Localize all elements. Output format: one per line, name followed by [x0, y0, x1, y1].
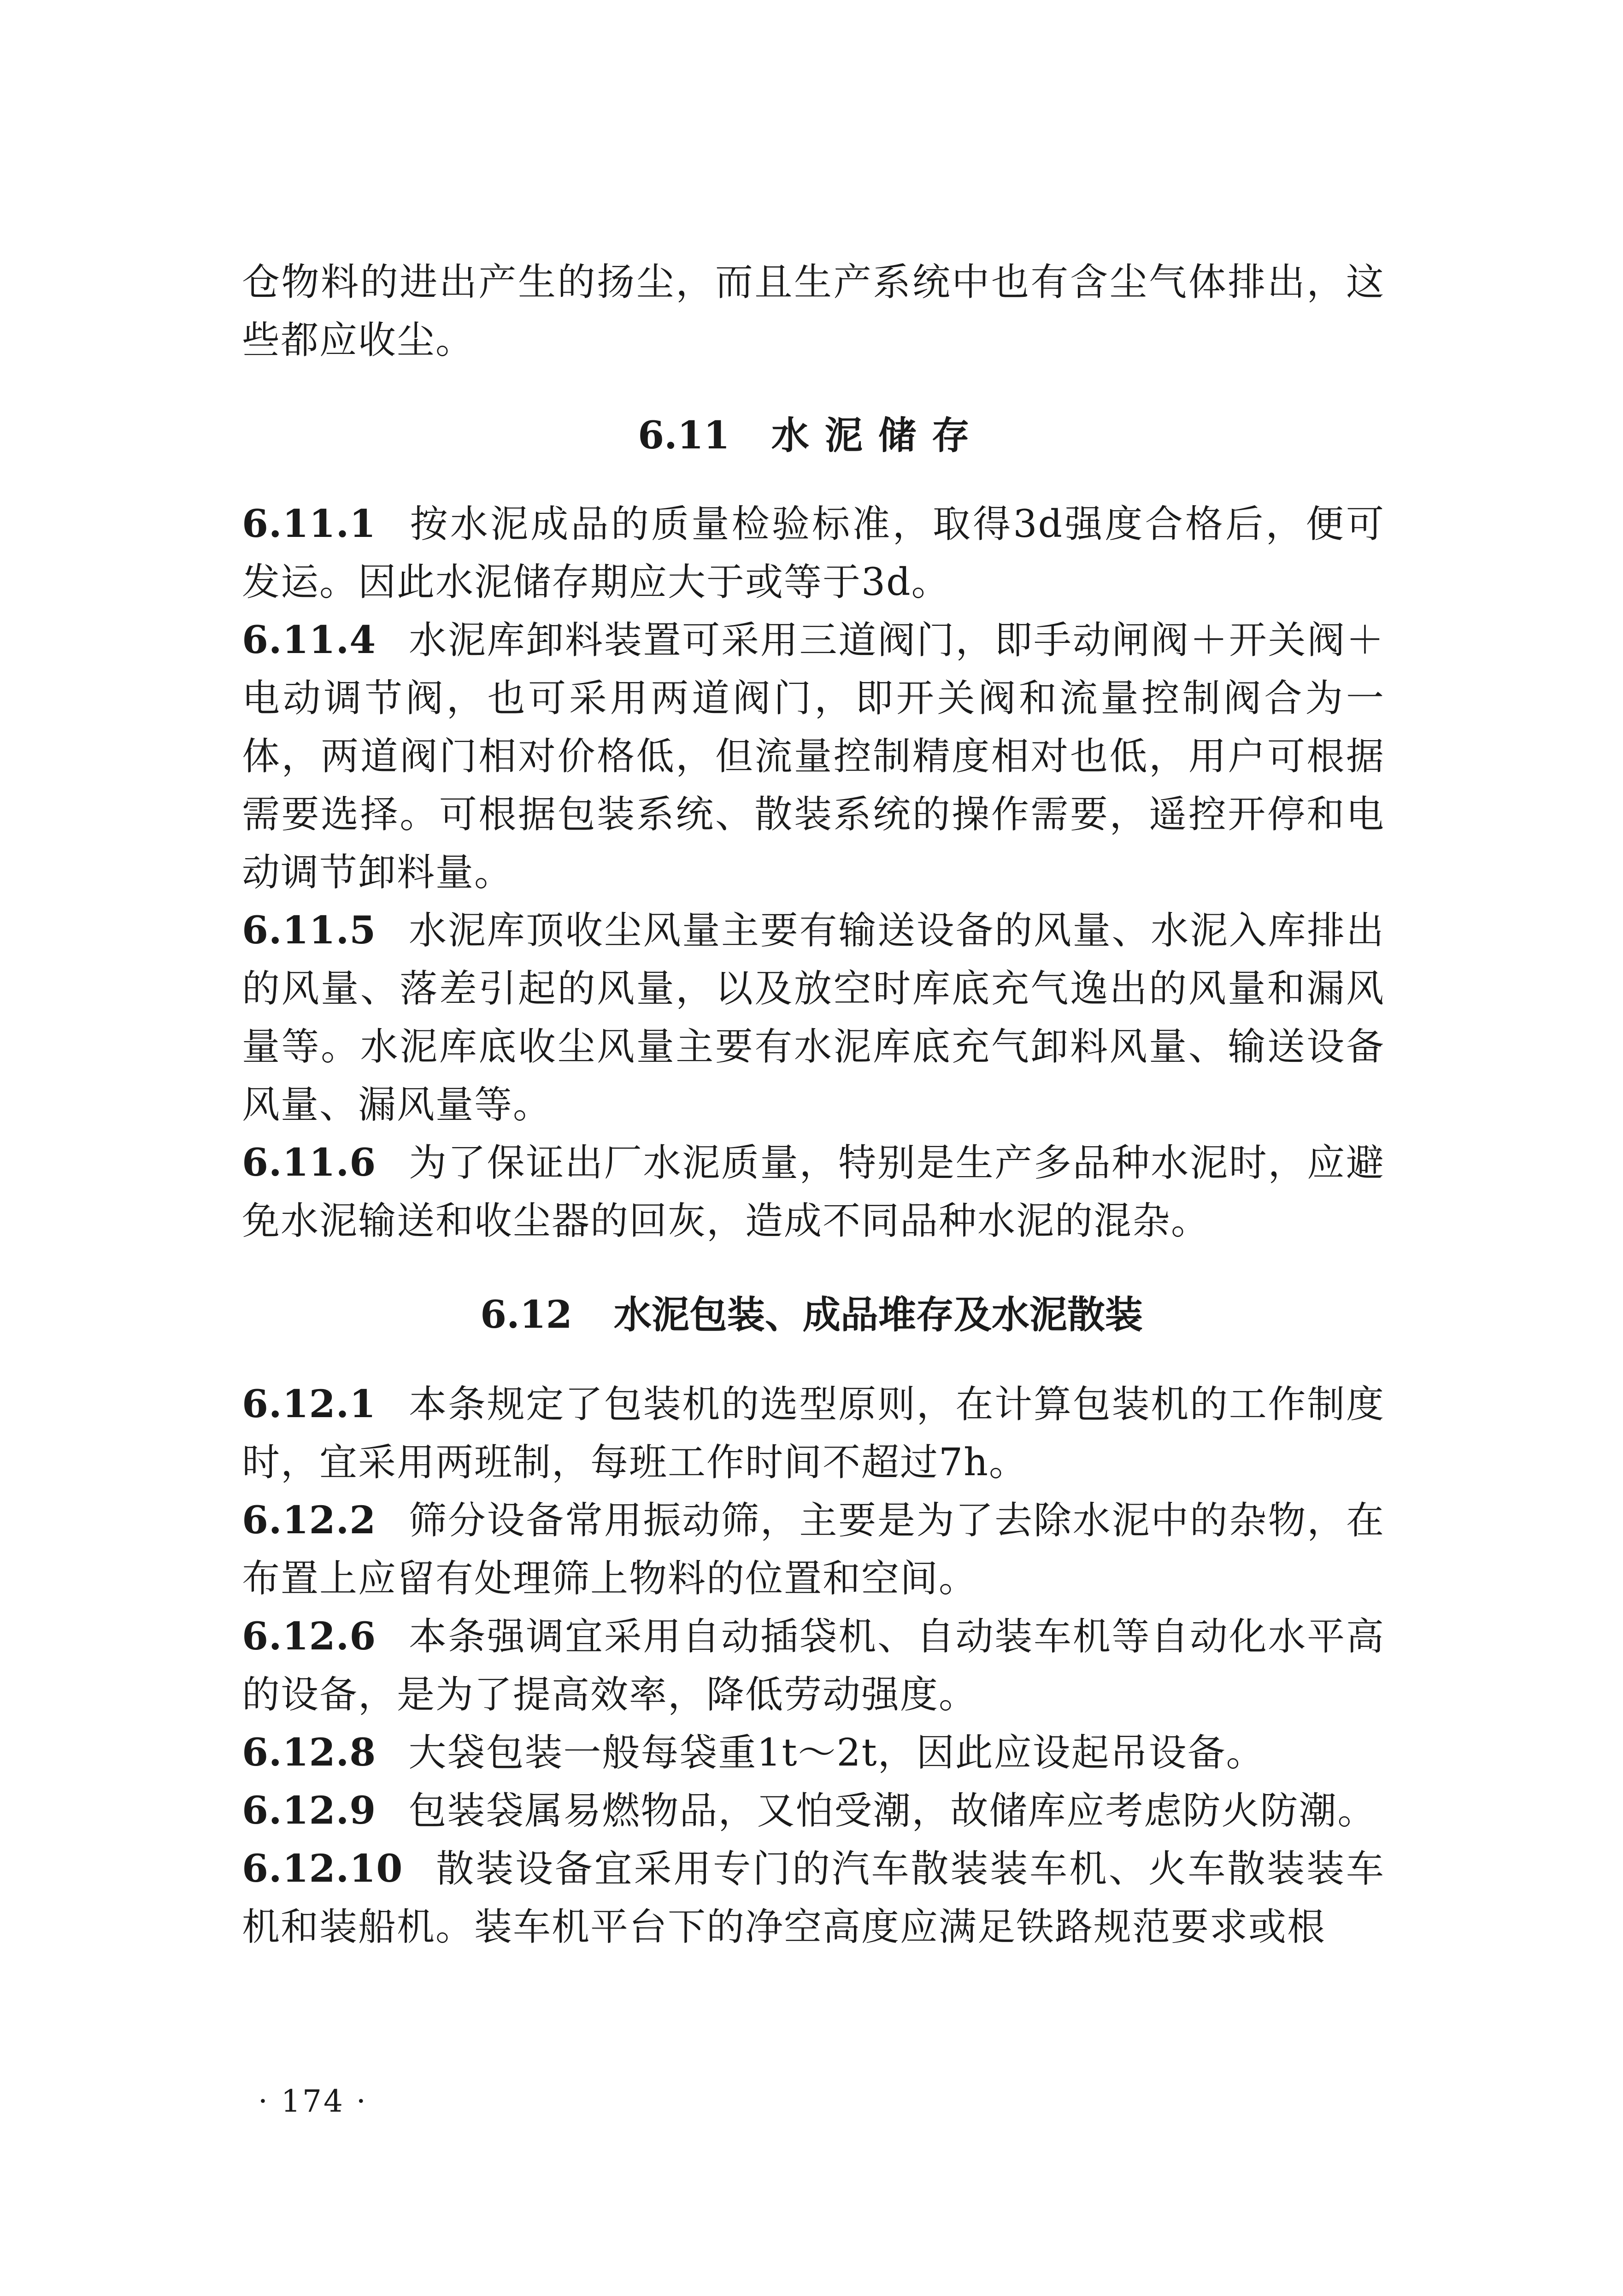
clause-6-12-6 [242, 1607, 1385, 1724]
clause-text: 为了保证出厂水泥质量，特别是生产多品种水泥时，应避免水泥输送和收尘器的回灰，造成不同品种水泥的混杂。 [242, 1141, 1385, 1243]
section-number: 6.12 [480, 1293, 572, 1337]
clause-number: 6.12.1 [242, 1382, 376, 1426]
clause-6-12-8 [242, 1724, 1385, 1782]
clause-6-11-4 [242, 611, 1385, 902]
page-number: · 174 · [258, 2084, 368, 2119]
clause-number: 6.11.5 [242, 908, 376, 953]
clause-number: 6.11.4 [242, 618, 376, 662]
section-title: 水泥包装、成品堆存及水泥散装 [613, 1293, 1143, 1337]
section-heading-6-11 [0, 406, 1623, 465]
clause-6-11-6 [242, 1134, 1385, 1250]
clause-text: 本条强调宜采用自动插袋机、自动装车机等自动化水平高的设备，是为了提高效率，降低劳动强度。 [242, 1615, 1385, 1717]
section-title: 水泥储存 [771, 413, 985, 458]
clause-text: 水泥库顶收尘风量主要有输送设备的风量、水泥入库排出的风量、落差引起的风量，以及放空时库底充气逸出的风量和漏风量等。水泥库底收尘风量主要有水泥库底充气卸料风量、输送设备风量、漏风量等。 [242, 909, 1385, 1127]
clause-6-12-2 [242, 1491, 1385, 1608]
clause-6-12-10 [242, 1840, 1385, 1956]
clause-text: 散装设备宜采用专门的汽车散装装车机、火车散装装车机和装船机。装车机平台下的净空高度应满足铁路规范要求或根 [242, 1847, 1385, 1949]
section-heading-6-12 [0, 1286, 1623, 1344]
clause-text: 按水泥成品的质量检验标准，取得3d强度合格后，便可发运。因此水泥储存期应大于或等于3d。 [242, 502, 1385, 604]
clause-text: 本条规定了包装机的选型原则，在计算包装机的工作制度时，宜采用两班制，每班工作时间不超过7h。 [242, 1383, 1385, 1484]
clause-number: 6.11.6 [242, 1141, 376, 1185]
intro-text: 仓物料的进出产生的扬尘，而且生产系统中也有含尘气体排出，这些都应收尘。 [242, 260, 1385, 362]
clause-number: 6.11.1 [242, 502, 376, 546]
section-number: 6.11 [638, 413, 730, 458]
clause-number: 6.12.8 [242, 1731, 376, 1775]
clause-text: 水泥库卸料装置可采用三道阀门，即手动闸阀＋开关阀＋电动调节阀，也可采用两道阀门，即开关阀和流量控制阀合为一体，两道阀门相对价格低，但流量控制精度相对也低，用户可根据需要选择。可根据包装系统、散装系统的操作需要，遥控开停和电动调节卸料量。 [242, 618, 1385, 895]
clause-text: 包装袋属易燃物品，又怕受潮，故储库应考虑防火防潮。 [408, 1789, 1376, 1833]
clause-6-11-1 [242, 495, 1385, 612]
clause-number: 6.12.6 [242, 1614, 376, 1659]
clause-number: 6.12.2 [242, 1498, 376, 1542]
clause-number: 6.12.9 [242, 1789, 376, 1833]
clause-6-12-1 [242, 1375, 1385, 1492]
clause-number: 6.12.10 [242, 1847, 403, 1891]
clause-text: 大袋包装一般每袋重1t～2t，因此应设起吊设备。 [408, 1731, 1265, 1775]
clause-6-11-5 [242, 901, 1385, 1134]
intro-paragraph [242, 253, 1385, 370]
clause-text: 筛分设备常用振动筛，主要是为了去除水泥中的杂物，在布置上应留有处理筛上物料的位置和空间。 [242, 1499, 1385, 1601]
clause-6-12-9 [242, 1782, 1385, 1840]
